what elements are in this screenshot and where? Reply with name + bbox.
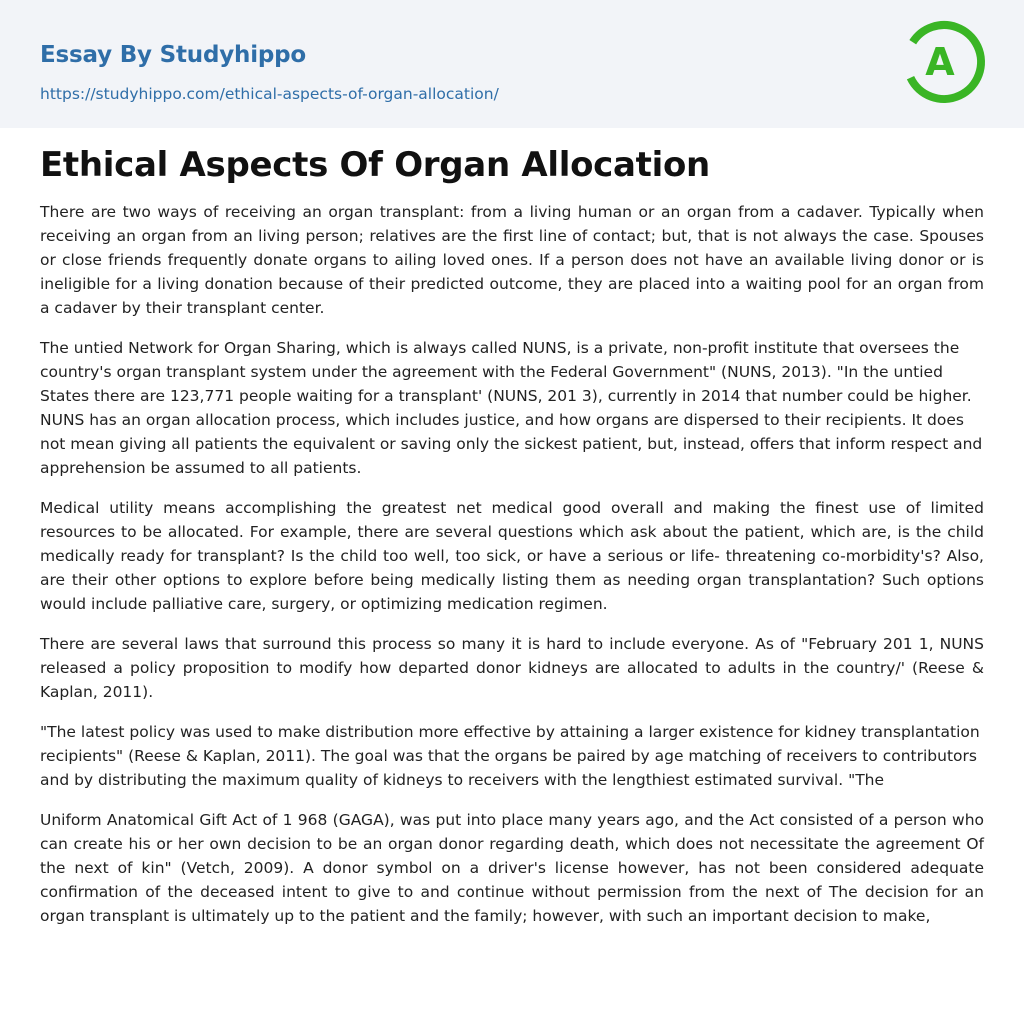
essay-paragraph: Medical utility means accomplishing the greatest net medical good overall and making the finest use of limited resources to be allocated. For example, there are several questions which ask about the patient, which are, is the child medically ready for transplant? Is the child too well, too sick, or have a serious or life- threatening co-morbidity's? Also, are their other options to explore before being medically listing them as needing organ transplantation? Such options would include palliative care, surgery, or optimizing medication regimen. [40, 499, 984, 613]
essay-paragraph: The untied Network for Organ Sharing, which is always called NUNS, is a private, non-profit institute that oversees the country's organ transplant system under the agreement with the Federal Government" (NUNS, 2013). "In the untied States there are 123,771 people waiting for a transplant' (NUNS, 201 3), currently in 2014 that number could be higher. NUNS has an organ allocation process, which includes justice, and how organs are dispersed to their recipients. It does not mean giving all patients the equivalent or saving only the sickest patient, but, instead, offers that inform respect and apprehension be assumed to all patients. [40, 339, 983, 477]
essay-title: Ethical Aspects Of Organ Allocation [40, 145, 710, 185]
essay-paragraph: There are two ways of receiving an organ transplant: from a living human or an organ from a cadaver. Typically when receiving an organ from an living person; relatives are the first line of contact; but, that is not always the case. Spouses or close friends frequently donate organs to ailing loved ones. If a person does not have an available living donor or is ineligible for a living donation because of their predicted outcome, they are placed into a waiting pool for an organ from a cadaver by their transplant center. [40, 203, 984, 317]
logo-letter: A [925, 40, 955, 84]
essay-body [40, 200, 984, 944]
essay-paragraph: "The latest policy was used to make distribution more effective by attaining a larger existence for kidney transplantation recipients" (Reese & Kaplan, 2011). The goal was that the organs be paired by age matching of receivers to contributors and by distributing the maximum quality of kidneys to receivers with the lengthiest estimated survival. "The [40, 723, 980, 789]
source-url-link[interactable]: https://studyhippo.com/ethical-aspects-of-organ-allocation/ [40, 85, 499, 103]
site-header [0, 0, 1024, 128]
essay-paragraph: There are several laws that surround this process so many it is hard to include everyone. As of "February 201 1, NUNS released a policy proposition to modify how departed donor kidneys are allocated to adults in the country/' (Reese & Kaplan, 2011). [40, 635, 984, 701]
essay-paragraph: Uniform Anatomical Gift Act of 1 968 (GAGA), was put into place many years ago, and the Act consisted of a person who can create his or her own decision to be an organ donor regarding death, which does not necessitate the agreement Of the next of kin" (Vetch, 2009). A donor symbol on a driver's license however, has not been considered adequate confirmation of the deceased intent to give to and continue without permission from the next of The decision for an organ transplant is ultimately up to the patient and the family; however, with such an important decision to make, [40, 811, 984, 925]
site-brand[interactable]: Essay By Studyhippo [40, 42, 307, 68]
studyhippo-logo-icon[interactable] [900, 18, 988, 106]
